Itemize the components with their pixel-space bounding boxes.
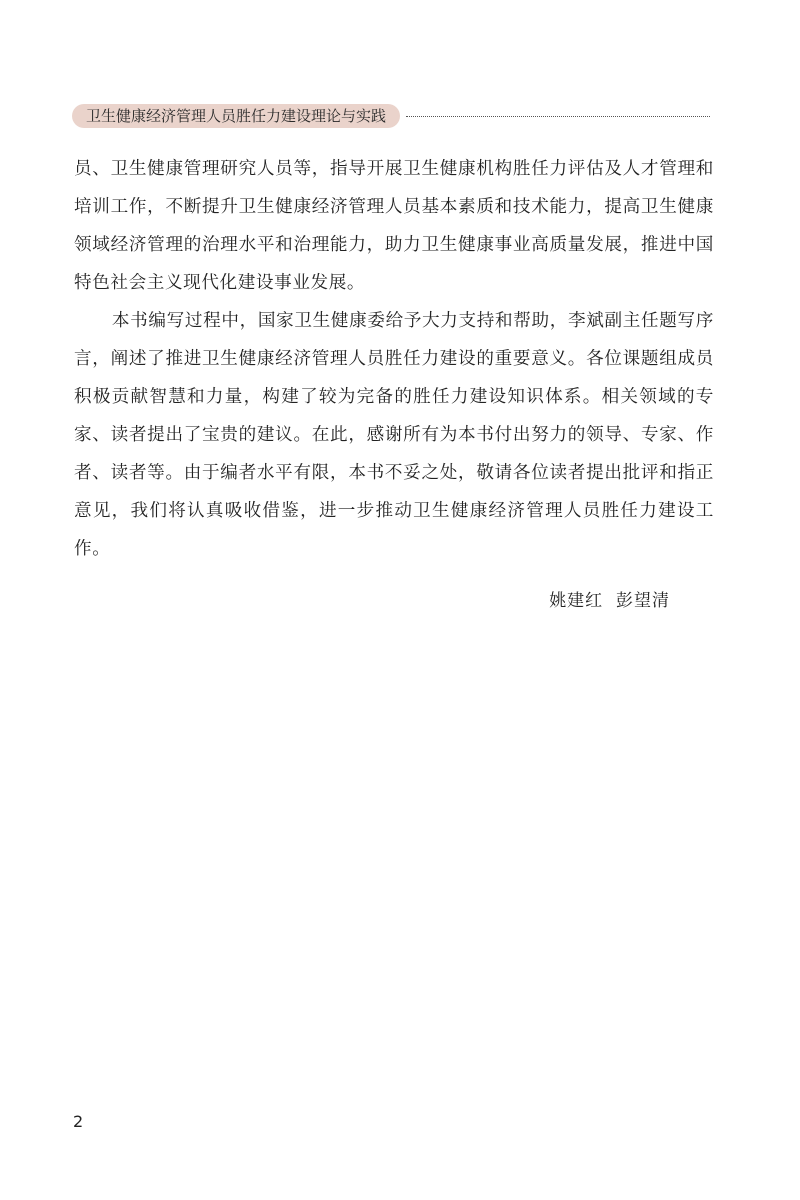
- paragraph-acknowledgement: 本书编写过程中，国家卫生健康委给予大力支持和帮助，李斌副主任题写序言，阐述了推进卫生健康经济管理人员胜任力建设的重要意义。各位课题组成员积极贡献智慧和力量，构建了较为完备的胜任力建设知识体系。相关领域的专家、读者提出了宝贵的建议。在此，感谢所有为本书付出努力的领导、专家、作者、读者等。由于编者水平有限，本书不妥之处，敬请各位读者提出批评和指正意见，我们将认真吸收借鉴，进一步推动卫生健康经济管理人员胜任力建设工作。: [74, 311, 714, 559]
- running-header: [72, 104, 710, 128]
- paragraph-continued: 员、卫生健康管理研究人员等，指导开展卫生健康机构胜任力评估及人才管理和培训工作，不断提升卫生健康经济管理人员基本素质和技术能力，提高卫生健康领域经济管理的治理水平和治理能力，助力卫生健康事业高质量发展，推进中国特色社会主义现代化建设事业发展。: [74, 159, 714, 293]
- page-number: 2: [73, 1112, 84, 1131]
- header-dotted-rule: [406, 116, 710, 117]
- running-header-title: 卫生健康经济管理人员胜任力建设理论与实践: [72, 104, 400, 128]
- body-text: [74, 150, 714, 568]
- author-signature: 姚建红 彭望清: [549, 591, 670, 611]
